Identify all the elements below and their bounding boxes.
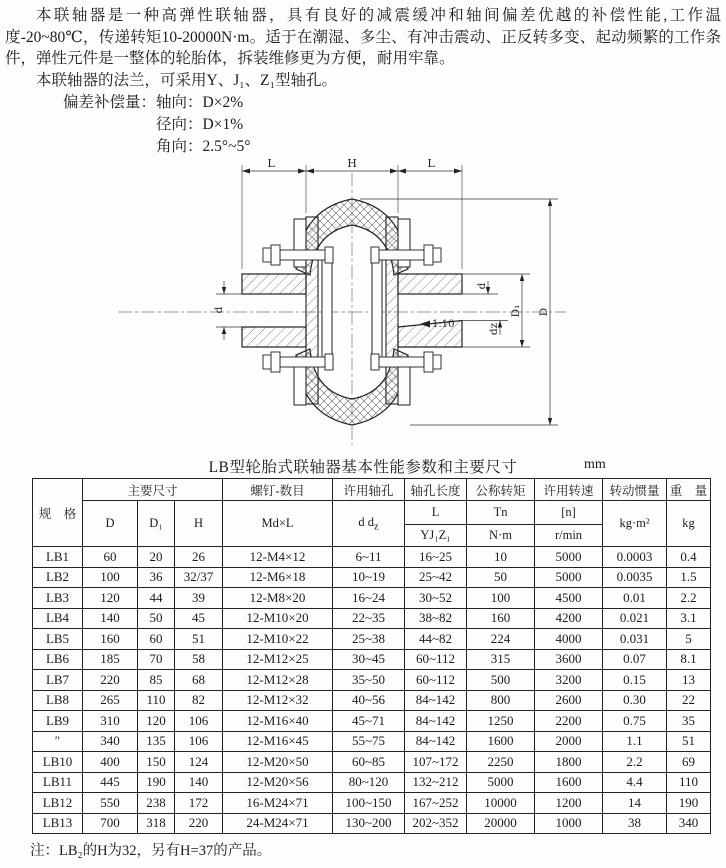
table-cell: LB10 (33, 752, 83, 773)
table-cell: 68 (175, 670, 223, 691)
table-cell: 12-M6×18 (223, 567, 333, 588)
table-cell: 5000 (535, 567, 603, 588)
table-cell: 35 (667, 711, 711, 732)
header-screws-spec: Md×L (223, 501, 333, 547)
table-cell: 0.031 (603, 629, 667, 650)
compensation-items (156, 92, 250, 158)
intro-section (5, 5, 721, 158)
right-hub (398, 274, 462, 347)
table-cell: 84~142 (405, 711, 467, 732)
table-cell: 12-M20×56 (223, 772, 333, 793)
table-cell: 51 (175, 629, 223, 650)
table-cell: 135 (138, 731, 175, 752)
spec-table (32, 478, 711, 834)
header-spec: 规 格 (33, 479, 83, 547)
table-cell: LB12 (33, 793, 83, 814)
table-cell: 30~45 (333, 649, 405, 670)
table-cell: 39 (175, 588, 223, 609)
header-speed-unit: r/min (535, 525, 603, 547)
table-cell: 16~25 (405, 547, 467, 568)
table-cell: 100 (467, 588, 535, 609)
header-screws: 螺钉-数目 (223, 479, 333, 501)
coupling-section-drawing (0, 157, 726, 453)
table-cell: LB2 (33, 567, 83, 588)
dim-label-right-length: L (427, 157, 435, 170)
table-row (33, 711, 711, 732)
table-cell: 172 (175, 793, 223, 814)
table-cell: 2.2 (667, 588, 711, 609)
compensation-angular: 角向：2.5°~5° (156, 138, 251, 155)
table-cell: 2600 (535, 690, 603, 711)
table-cell: 120 (83, 588, 138, 609)
table-cell: 224 (467, 629, 535, 650)
table-cell: 140 (175, 772, 223, 793)
table-cell: 22 (667, 690, 711, 711)
table-cell: 12-M16×40 (223, 711, 333, 732)
table-cell: 60 (83, 547, 138, 568)
table-cell: 25~42 (405, 567, 467, 588)
table-cell: 1250 (467, 711, 535, 732)
table-cell: 5000 (535, 547, 603, 568)
dim-label-bore-right: d (476, 282, 488, 290)
table-cell: 12-M10×20 (223, 608, 333, 629)
table-cell: 45~71 (333, 711, 405, 732)
table-cell: 500 (467, 670, 535, 691)
table-cell: 1.1 (603, 731, 667, 752)
table-cell: 10000 (467, 793, 535, 814)
table-cell: 50 (138, 608, 175, 629)
table-cell: 14 (603, 793, 667, 814)
header-d1: D₁ (138, 501, 175, 547)
table-cell: 150 (138, 752, 175, 773)
taper-ratio-label: 1:10 (432, 319, 455, 330)
table-cell: 3200 (535, 670, 603, 691)
table-cell: 50 (467, 567, 535, 588)
table-cell: 1.5 (667, 567, 711, 588)
table-row (33, 813, 711, 834)
table-cell: 16-M24×71 (223, 793, 333, 814)
table-cell: LB9 (33, 711, 83, 732)
table-cell: 318 (138, 813, 175, 834)
table-cell: 160 (83, 629, 138, 650)
table-cell: 13 (667, 670, 711, 691)
compensation-radial: 径向：D×1% (156, 116, 244, 133)
table-cell: 124 (175, 752, 223, 773)
table-cell: 60~112 (405, 649, 467, 670)
table-cell: 82 (175, 690, 223, 711)
table-cell: 185 (83, 649, 138, 670)
intro-paragraph-1: 本联轴器是一种高弹性联轴器，具有良好的减震缓冲和轴间偏差优越的补偿性能,工作温度-20~80℃，传递转矩10-20000N·m。适于在潮湿、多尘、有冲击震动、正反转多变、起动频繁的工作条件，弹性元件是一整体的轮胎体，拆装维修更为方便，耐用牢靠。 (5, 7, 721, 67)
table-cell: 1600 (535, 772, 603, 793)
table-cell: 58 (175, 649, 223, 670)
header-torque-symbol: Tn (467, 501, 535, 525)
table-cell: 12-M12×28 (223, 670, 333, 691)
table-cell: 22~35 (333, 608, 405, 629)
table-cell: 107~172 (405, 752, 467, 773)
table-cell: 3600 (535, 649, 603, 670)
table-cell: 3.1 (667, 608, 711, 629)
table-row (33, 752, 711, 773)
table-cell: 12-M16×45 (223, 731, 333, 752)
table-cell: 30~52 (405, 588, 467, 609)
header-weight: 重 量 (667, 479, 711, 501)
dim-label-taper-bore: dz (488, 322, 500, 336)
table-row (33, 629, 711, 650)
table-cell: 38 (603, 813, 667, 834)
table-cell: LB6 (33, 649, 83, 670)
table-cell: 20 (138, 547, 175, 568)
table-unit-label: mm (584, 457, 606, 472)
table-cell: 69 (667, 752, 711, 773)
table-cell: 55~75 (333, 731, 405, 752)
table-cell: 140 (83, 608, 138, 629)
header-speed-symbol: [n] (535, 501, 603, 525)
table-cell: 84~142 (405, 731, 467, 752)
table-cell: 0.01 (603, 588, 667, 609)
table-cell: 1000 (535, 813, 603, 834)
header-weight-unit: kg (667, 501, 711, 547)
compensation-axial: 轴向：D×2% (156, 94, 244, 111)
table-cell: 2.2 (603, 752, 667, 773)
header-torque: 公称转矩 (467, 479, 535, 501)
table-row (33, 567, 711, 588)
table-title: LB型轮胎式联轴器基本性能参数和主要尺寸 (208, 459, 518, 476)
table-cell: 160 (467, 608, 535, 629)
table-cell: 238 (138, 793, 175, 814)
table-cell: 60 (138, 629, 175, 650)
table-cell: 12-M8×20 (223, 588, 333, 609)
table-cell: 0.75 (603, 711, 667, 732)
table-cell: 5 (667, 629, 711, 650)
table-cell: 0.0003 (603, 547, 667, 568)
table-row (33, 772, 711, 793)
header-bore-range: d $d_z$ (333, 501, 405, 547)
table-cell: 106 (175, 711, 223, 732)
table-cell: 0.4 (667, 547, 711, 568)
dim-label-hub-diameter: D₁ (510, 304, 522, 318)
table-cell: 60~112 (405, 670, 467, 691)
table-cell: 38~82 (405, 608, 467, 629)
table-cell: 5000 (467, 772, 535, 793)
table-cell: 12-M4×12 (223, 547, 333, 568)
table-row (33, 608, 711, 629)
table-cell: 445 (83, 772, 138, 793)
table-cell: 51 (667, 731, 711, 752)
table-cell: 84~142 (405, 690, 467, 711)
intro-paragraph-2: 本联轴器的法兰，可采用Y、J₁、Z₁型轴孔。 (36, 71, 338, 89)
header-bore-length-l: L (405, 501, 467, 525)
table-cell: LB1 (33, 547, 83, 568)
table-cell: 400 (83, 752, 138, 773)
table-row (33, 649, 711, 670)
table-cell: 130~200 (333, 813, 405, 834)
table-cell: 12-M20×50 (223, 752, 333, 773)
table-cell: 2250 (467, 752, 535, 773)
dim-label-left-length: L (267, 157, 275, 170)
table-row (33, 670, 711, 691)
header-speed: 许用转速 (535, 479, 603, 501)
table-cell: 35~50 (333, 670, 405, 691)
dim-label-outer-diameter: D (538, 307, 550, 317)
table-cell: 12-M12×32 (223, 690, 333, 711)
table-cell: 12-M12×25 (223, 649, 333, 670)
table-cell: LB4 (33, 608, 83, 629)
table-row (33, 731, 711, 752)
header-h: H (175, 501, 223, 547)
compensation-block (63, 92, 721, 158)
table-cell: 12-M10×22 (223, 629, 333, 650)
table-cell: 60~85 (333, 752, 405, 773)
header-bore-types: YJ₁Z₁ (405, 525, 467, 547)
table-row (33, 793, 711, 814)
dim-label-bore-left: d (213, 306, 225, 314)
dim-label-mid-length: H (347, 157, 357, 170)
table-cell: 340 (667, 813, 711, 834)
table-cell: 100 (83, 567, 138, 588)
table-cell: LB7 (33, 670, 83, 691)
table-cell: 110 (138, 690, 175, 711)
table-cell: 44 (138, 588, 175, 609)
footnote: 注：LB₂的H为32，另有H=37的产品。 (30, 843, 272, 859)
table-cell: 32/37 (175, 567, 223, 588)
table-cell: 100~150 (333, 793, 405, 814)
table-cell: 106 (175, 731, 223, 752)
table-header (33, 479, 711, 547)
table-cell: 36 (138, 567, 175, 588)
table-cell: 80~120 (333, 772, 405, 793)
table-cell: 4200 (535, 608, 603, 629)
table-row (33, 588, 711, 609)
table-cell: 167~252 (405, 793, 467, 814)
compensation-label: 偏差补偿量： (63, 94, 157, 111)
table-cell: 85 (138, 670, 175, 691)
table-cell: 190 (138, 772, 175, 793)
table-cell: 1200 (535, 793, 603, 814)
table-cell: 190 (667, 793, 711, 814)
table-cell: 1600 (467, 731, 535, 752)
table-cell: LB3 (33, 588, 83, 609)
table-cell: 8.1 (667, 649, 711, 670)
table-cell: 4500 (535, 588, 603, 609)
table-cell: LB13 (33, 813, 83, 834)
header-torque-unit: N·m (467, 525, 535, 547)
table-cell: 10~19 (333, 567, 405, 588)
table-cell: 700 (83, 813, 138, 834)
table-cell: 44~82 (405, 629, 467, 650)
table-cell: 6~11 (333, 547, 405, 568)
table-cell: 40~56 (333, 690, 405, 711)
table-cell: 24-M24×71 (223, 813, 333, 834)
table-cell: 110 (667, 772, 711, 793)
table-cell: 1800 (535, 752, 603, 773)
table-cell: 265 (83, 690, 138, 711)
header-inertia: 转动惯量 (603, 479, 667, 501)
table-cell: 4000 (535, 629, 603, 650)
table-cell: 310 (83, 711, 138, 732)
header-inertia-unit: kg·m² (603, 501, 667, 547)
table-cell: 0.07 (603, 649, 667, 670)
table-cell: 220 (83, 670, 138, 691)
header-main-dims: 主要尺寸 (83, 479, 223, 501)
table-body (33, 547, 711, 834)
table-cell: 220 (175, 813, 223, 834)
table-cell: 16~24 (333, 588, 405, 609)
table-cell: 10 (467, 547, 535, 568)
header-bore: 许用轴孔 (333, 479, 405, 501)
table-cell: 0.30 (603, 690, 667, 711)
table-row (33, 547, 711, 568)
table-cell: 20000 (467, 813, 535, 834)
table-cell: 0.021 (603, 608, 667, 629)
table-cell: 2200 (535, 711, 603, 732)
table-cell: 70 (138, 649, 175, 670)
table-row (33, 690, 711, 711)
table-cell: 315 (467, 649, 535, 670)
table-cell: 800 (467, 690, 535, 711)
table-cell: 45 (175, 608, 223, 629)
table-cell: 120 (138, 711, 175, 732)
table-cell: 0.0035 (603, 567, 667, 588)
table-cell: LB11 (33, 772, 83, 793)
table-cell: 2000 (535, 731, 603, 752)
table-cell: 550 (83, 793, 138, 814)
table-cell: 4.4 (603, 772, 667, 793)
table-cell: 132~212 (405, 772, 467, 793)
table-cell: LB8 (33, 690, 83, 711)
table-cell: ″ (33, 731, 83, 752)
table-cell: 26 (175, 547, 223, 568)
left-hub (242, 274, 306, 347)
table-cell: 202~352 (405, 813, 467, 834)
header-bore-length: 轴孔长度 (405, 479, 467, 501)
table-cell: 25~38 (333, 629, 405, 650)
table-cell: 340 (83, 731, 138, 752)
table-cell: LB5 (33, 629, 83, 650)
header-d: D (83, 501, 138, 547)
table-cell: 0.15 (603, 670, 667, 691)
